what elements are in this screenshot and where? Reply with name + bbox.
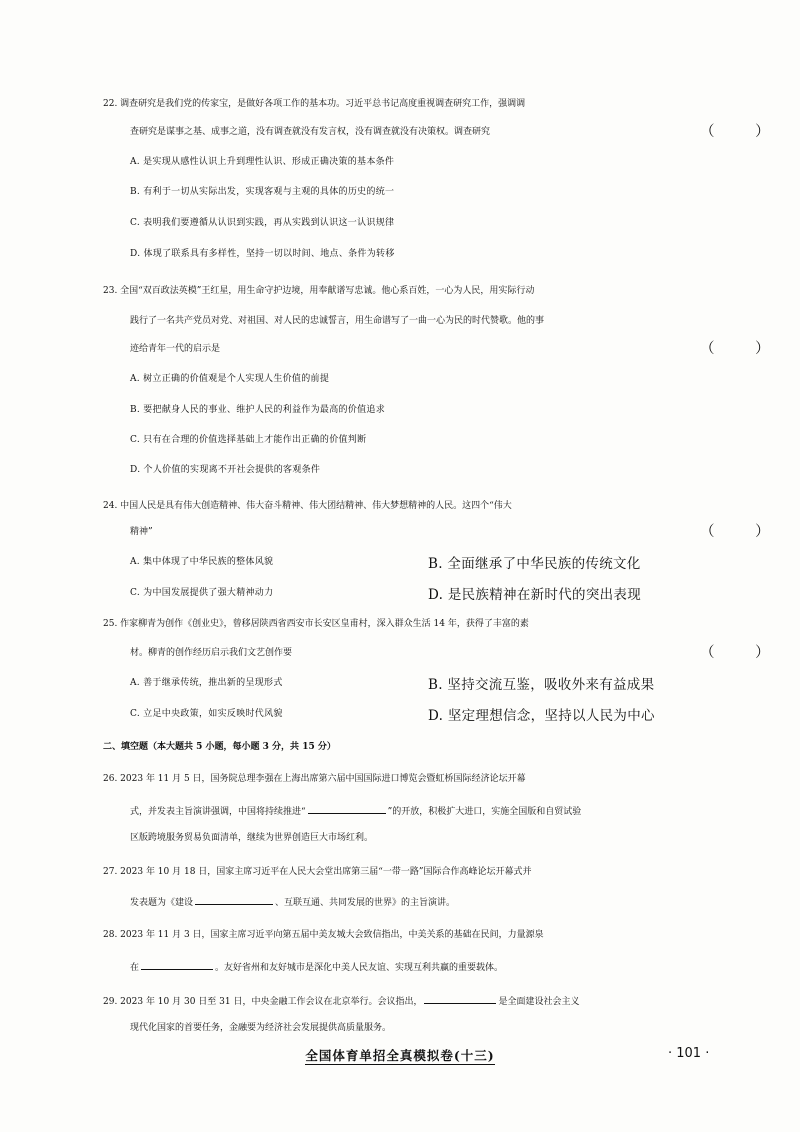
q25-option-a: A. 善于继承传统，推出新的呈现形式 <box>130 678 283 688</box>
q25-option-b: B. 坚持交流互鉴，吸收外来有益成果 <box>428 677 655 693</box>
q23-stem-line3: 迹给青年一代的启示是 <box>130 344 221 354</box>
q22-option-c: C. 表明我们要遵循从认识到实践，再从实践到认识这一认识规律 <box>130 218 395 228</box>
q27-stem-line2 <box>0 890 800 913</box>
q27-text-before-blank: 发表题为《建设 <box>130 898 194 908</box>
q24-option-c: C. 为中国发展提供了强大精神动力 <box>130 588 274 598</box>
q26-stem-line1: 26. 2023 年 11 月 5 日，国务院总理李强在上海出席第六届中国国际进口博览会暨虹桥国际经济论坛开幕 <box>103 774 526 784</box>
q26-answer-blank[interactable] <box>308 799 386 814</box>
q28-stem-line2 <box>0 955 800 978</box>
q28-stem-line1: 28. 2023 年 11 月 3 日，国家主席习近平向第五届中美友城大会致信指出，中美关系的基础在民间，力量源泉 <box>103 930 544 940</box>
q22-option-a: A. 是实现从感性认识上升到理性认识、形成正确决策的基本条件 <box>130 157 395 167</box>
q22-stem-line1: 22. 调查研究是我们党的传家宝，是做好各项工作的基本功。习近平总书记高度重视调查研究工作，强调调 <box>103 99 526 109</box>
q23-stem-line2: 践行了一名共产党员对党、对祖国、对人民的忠诚誓言，用生命谱写了一曲一心为民的时代赞歌。他的事 <box>130 316 545 326</box>
q24-stem-line1: 24. 中国人民是具有伟大创造精神、伟大奋斗精神、伟大团结精神、伟大梦想精神的人民。这四个“伟大 <box>103 501 512 511</box>
q29-text-before-blank: 29. 2023 年 10 月 30 日至 31 日，中央金融工作会议在北京举行。会议指出， <box>103 997 423 1007</box>
q29-stem-line2: 现代化国家的首要任务，金融要为经济社会发展提供高质量服务。 <box>130 1023 392 1033</box>
q22-stem-line2: 查研究是谋事之基、成事之道，没有调查就没有发言权，没有调查就没有决策权。调查研究 <box>130 127 491 137</box>
q25-option-d: D. 坚定理想信念，坚持以人民为中心 <box>428 708 655 724</box>
q26-text-before-blank: 式，并发表主旨演讲强调，中国将持续推进“ <box>130 807 306 817</box>
q26-text-after-blank: ”的开放，积极扩大进口，实施全国版和自贸试验 <box>387 807 582 817</box>
q25-stem-line1: 25. 作家柳青为创作《创业史》，曾移居陕西省西安市长安区皇甫村，深入群众生活 14 年，获得了丰富的素 <box>103 619 529 629</box>
page-number: · 101 · <box>668 1046 710 1061</box>
q25-stem-line2: 材。柳青的创作经历启示我们文艺创作要 <box>130 648 293 658</box>
q22-option-d: D. 体现了联系具有多样性，坚持一切以时间、地点、条件为转移 <box>130 249 395 259</box>
q26-stem-line2 <box>0 799 800 822</box>
q29-answer-blank[interactable] <box>424 989 496 1004</box>
q25-option-c: C. 立足中央政策，如实反映时代风貌 <box>130 709 283 719</box>
q23-option-d: D. 个人价值的实现离不开社会提供的客观条件 <box>130 465 321 475</box>
q23-stem-line1: 23. 全国“双百政法英模”王红星，用生命守护边境，用奉献谱写忠诚。他心系百姓，一心为人民，用实际行动 <box>103 286 535 296</box>
q24-answer-paren: （ ） <box>700 524 788 540</box>
q27-text-after-blank: 、互联互通、共同发展的世界》的主旨演讲。 <box>275 898 456 908</box>
footer-exam-title-text: 全国体育单招全真模拟卷(十三) <box>305 1048 495 1063</box>
q29-text-after-blank: 是全面建设社会主义 <box>498 997 580 1007</box>
q28-text-after-blank: 。友好省州和友好城市是深化中美人民友谊、实现互利共赢的重要载体。 <box>215 963 504 973</box>
q22-answer-paren: （ ） <box>700 124 788 140</box>
section-fill-in-heading: 二、填空题（本大题共 5 小题，每小题 3 分，共 15 分） <box>103 742 336 752</box>
q27-answer-blank[interactable] <box>195 890 273 905</box>
q23-option-a: A. 树立正确的价值观是个人实现人生价值的前提 <box>130 374 330 384</box>
q24-stem-line2: 精神” <box>130 527 153 537</box>
q23-option-b: B. 要把献身人民的事业、维护人民的利益作为最高的价值追求 <box>130 405 386 415</box>
q27-stem-line1: 27. 2023 年 10 月 18 日，国家主席习近平在人民大会堂出席第三届“一带一路”国际合作高峰论坛开幕式并 <box>103 867 532 877</box>
q24-option-b: B. 全面继承了中华民族的传统文化 <box>428 556 641 572</box>
q24-option-d: D. 是民族精神在新时代的突出表现 <box>428 587 642 603</box>
q25-answer-paren: （ ） <box>700 645 788 661</box>
q23-answer-paren: （ ） <box>700 341 788 357</box>
q22-option-b: B. 有利于一切从实际出发，实现客观与主观的具体的历史的统一 <box>130 187 395 197</box>
q26-stem-line3: 区版跨境服务贸易负面清单，继续为世界创造巨大市场红利。 <box>130 833 374 843</box>
q24-option-a: A. 集中体现了中华民族的整体风貌 <box>130 557 274 567</box>
q23-option-c: C. 只有在合理的价值选择基础上才能作出正确的价值判断 <box>130 435 367 445</box>
q29-stem-line1 <box>0 989 800 1012</box>
q28-answer-blank[interactable] <box>141 955 213 970</box>
q28-text-before-blank: 在 <box>130 963 140 973</box>
